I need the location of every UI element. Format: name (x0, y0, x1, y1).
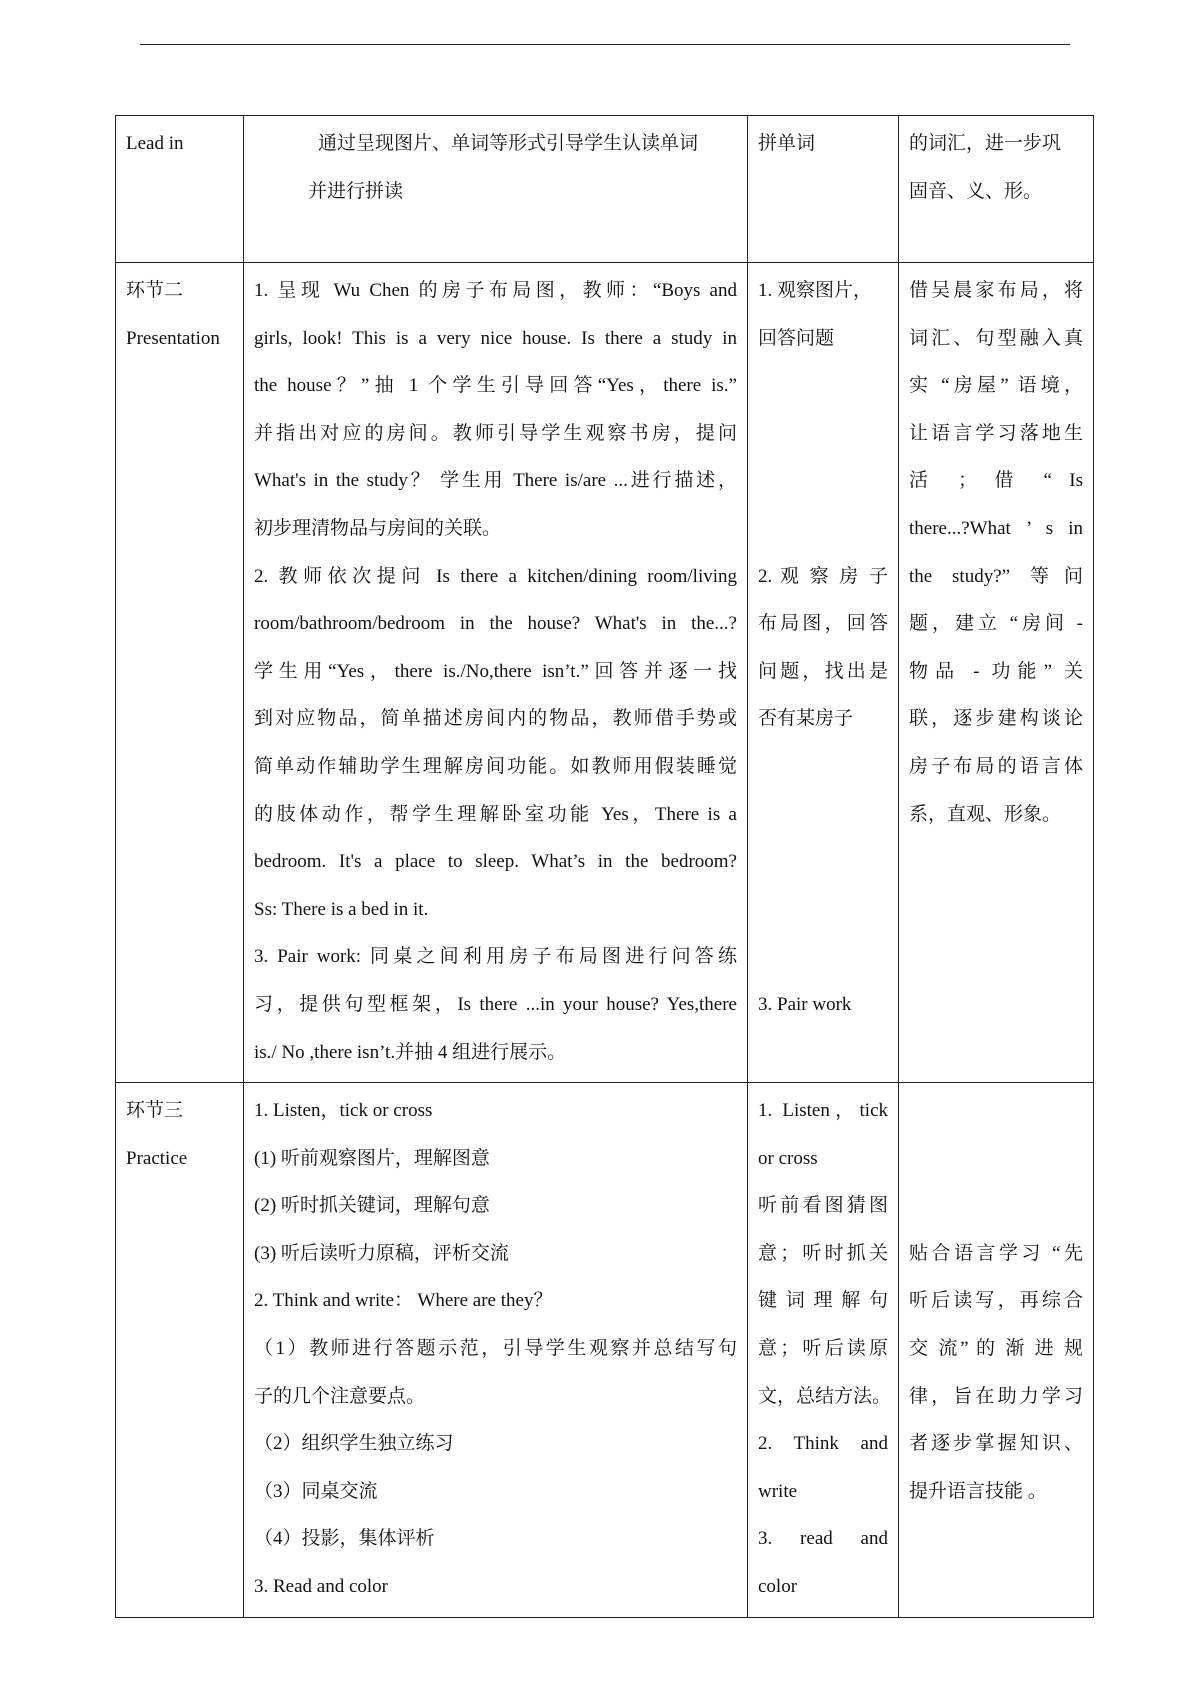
text-line: 布局图，回答 (758, 613, 888, 635)
text-line: 否有某房子 (758, 708, 854, 730)
student-activity-cell (748, 263, 899, 1083)
text-line: girls, look! This is a very nice house. Is there a study in (254, 327, 737, 349)
stage-label: 环节三 (126, 1100, 184, 1122)
text-line: （4）投影，集体评析 (254, 1528, 435, 1550)
text-line: 子的几个注意要点。 (254, 1385, 426, 1407)
text-line: （2）组织学生独立练习 (254, 1433, 454, 1455)
text-line: 3. Pair work (758, 993, 852, 1015)
stage-label: Lead in (126, 133, 184, 154)
stage-cell (116, 116, 244, 263)
text-line: 问题，找出是 (758, 660, 888, 682)
text-line: 听后读写，再综合 (909, 1290, 1083, 1312)
text-line: 律，旨在助力学习 (909, 1385, 1083, 1407)
text-line: bedroom. It's a place to sleep. What’s in the bedroom? (254, 851, 737, 873)
student-activity-cell (748, 116, 899, 263)
text-line: is./ No ,there isn’t.并抽 4 组进行展示。 (254, 1041, 567, 1063)
text-line: 房子布局的语言体 (909, 755, 1083, 777)
teacher-activity-cell (244, 263, 748, 1083)
teacher-activity-cell (244, 116, 748, 263)
text-line: 简单动作辅助学生理解房间功能。如教师用假装睡觉 (254, 755, 737, 777)
text-line: 1. Listen，tick (758, 1100, 888, 1122)
text-line: 3. Pair work: 同桌之间利用房子布局图进行问答练 (254, 946, 737, 968)
text-line: 者逐步掌握知识、 (909, 1433, 1083, 1455)
text-line: 3. Read and color (254, 1576, 389, 1598)
design-intent-cell (899, 1083, 1094, 1618)
text-line: 2. Think and (758, 1433, 888, 1455)
text-line: 并进行拼读 (308, 180, 404, 202)
text-line: (1) 听前观察图片，理解图意 (254, 1147, 490, 1169)
text-line: write (758, 1480, 798, 1502)
text-line: 的词汇，进一步巩 (909, 133, 1062, 154)
text-line: Ss: There is a bed in it. (254, 898, 429, 920)
text-line: 意；听时抓关 (758, 1242, 888, 1264)
lesson-plan-table (115, 115, 1094, 1618)
text-line: 1. 呈现 Wu Chen 的房子布局图，教师：“Boys and (254, 280, 737, 301)
text-line: 1. Listen，tick or cross (254, 1100, 433, 1122)
text-line: 贴合语言学习 “先 (909, 1242, 1083, 1264)
text-line: or cross (758, 1147, 818, 1169)
text-line: 题，建立 “房间 - (909, 613, 1083, 635)
text-line: 借吴晨家布局，将 (909, 280, 1083, 301)
text-line: 活 ； 借 “ Is (909, 470, 1083, 492)
text-line: 回答问题 (758, 327, 835, 349)
text-line: 系，直观、形象。 (909, 803, 1062, 825)
text-line: 听前看图猜图 (758, 1195, 888, 1217)
text-line: 初步理清物品与房间的关联。 (254, 517, 502, 539)
text-line: 到对应物品，简单描述房间内的物品，教师借手势或 (254, 708, 737, 730)
stage-label: 环节二 (126, 280, 184, 301)
text-line: 2. 观 察 房 子 (758, 565, 888, 587)
text-line: （1）教师进行答题示范，引导学生观察并总结写句 (254, 1338, 737, 1360)
text-line: 拼单词 (758, 133, 816, 154)
table-row (116, 263, 1094, 1083)
text-line: 词汇、句型融入真 (909, 327, 1083, 349)
stage-cell (116, 1083, 244, 1618)
text-line: 固音、义、形。 (909, 180, 1043, 202)
text-line: 文，总结方法。 (758, 1385, 892, 1407)
text-line: 实 “房屋” 语境， (909, 375, 1083, 397)
text-line: 提升语言技能 。 (909, 1480, 1047, 1502)
text-line: 交 流” 的 渐 进 规 (909, 1338, 1083, 1360)
text-line: 通过呈现图片、单词等形式引导学生认读单词 (318, 133, 699, 154)
text-line: 3. read and (758, 1528, 888, 1550)
text-line: 习，提供句型框架，Is there ...in your house? Yes,there (254, 993, 737, 1015)
text-line: 2. 教师依次提问 Is there a kitchen/dining room/living (254, 565, 737, 587)
table-row (116, 116, 1094, 263)
text-line: 联，逐步建构谈论 (909, 708, 1083, 730)
text-line: 的肢体动作，帮学生理解卧室功能 Yes，There is a (254, 803, 737, 825)
stage-label: Presentation (126, 327, 220, 349)
text-line: 学生用“Yes，there is./No,there isn’t.”回答并逐一找 (254, 660, 737, 682)
text-line: What's in the study？ 学生用 There is/are ...进行描述， (254, 470, 737, 492)
text-line: 1. 观察图片， (758, 280, 873, 301)
text-line: the study?” 等问 (909, 565, 1083, 587)
stage-label: Practice (126, 1147, 188, 1169)
text-line: the house？”抽 1 个学生引导回答“Yes，there is.” (254, 375, 737, 397)
text-line: color (758, 1576, 798, 1598)
text-line: 意；听后读原 (758, 1338, 888, 1360)
design-intent-cell (899, 263, 1094, 1083)
student-activity-cell (748, 1083, 899, 1618)
text-line: 键 词 理 解 句 (758, 1290, 888, 1312)
text-line: 物品 - 功能” 关 (909, 660, 1083, 682)
teacher-activity-cell (244, 1083, 748, 1618)
text-line: 2. Think and write： Where are they？ (254, 1290, 553, 1312)
text-line: （3）同桌交流 (254, 1480, 378, 1502)
text-line: room/bathroom/bedroom in the house? What's in the...? (254, 613, 737, 635)
design-intent-cell (899, 116, 1094, 263)
text-line: (2) 听时抓关键词，理解句意 (254, 1195, 490, 1217)
text-line: there...?What ’ s in (909, 517, 1083, 539)
text-line: 并指出对应的房间。教师引导学生观察书房，提问 (254, 422, 737, 444)
text-line: 让语言学习落地生 (909, 422, 1083, 444)
header-rule (140, 44, 1070, 45)
text-line: (3) 听后读听力原稿，评析交流 (254, 1242, 509, 1264)
stage-cell (116, 263, 244, 1083)
table-row (116, 1083, 1094, 1618)
